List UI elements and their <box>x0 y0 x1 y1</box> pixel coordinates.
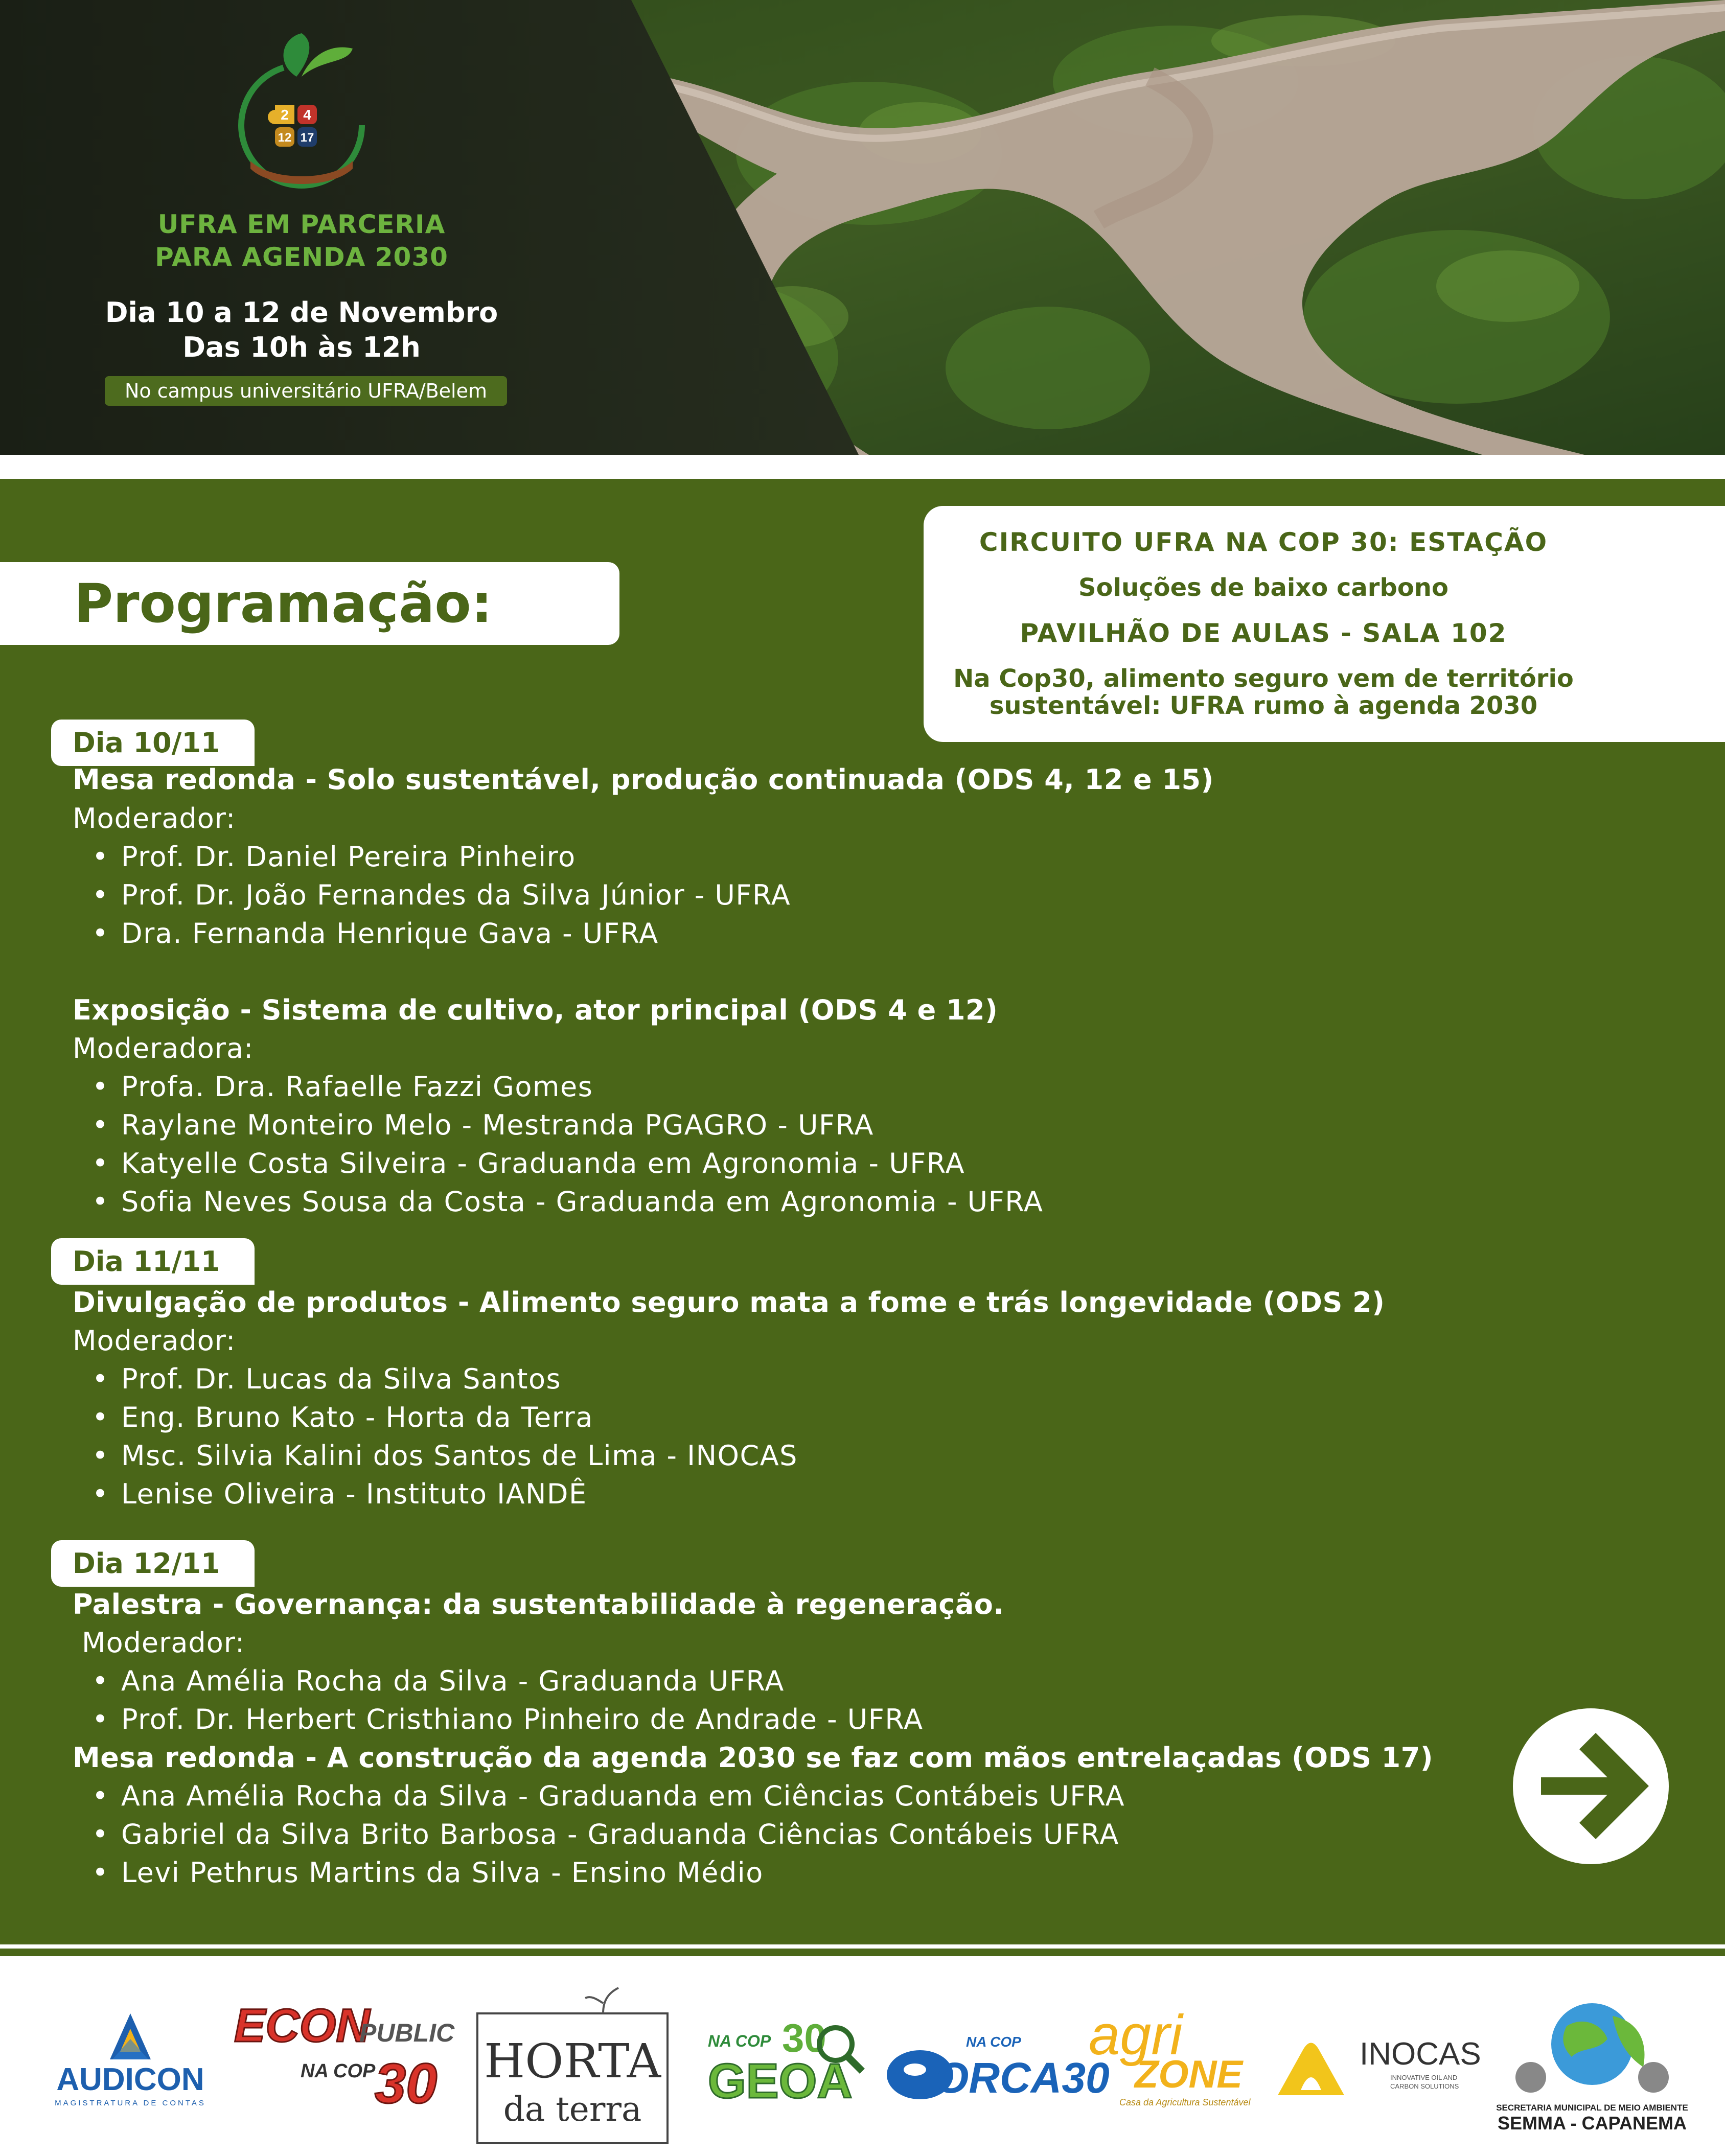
footer-separator <box>0 1949 1725 1956</box>
ufra-agenda-2030-logo <box>230 28 373 192</box>
inocas-tag1: INNOVATIVE OIL AND <box>1390 2074 1458 2081</box>
circuit-theme-line2: sustentável: UFRA rumo à agenda 2030 <box>989 691 1538 720</box>
econpublic-logo <box>229 1993 469 2116</box>
list-item: • Ana Amélia Rocha da Silva - Graduanda em Ciências Contábeis UFRA <box>92 1780 1125 1812</box>
list-item: • Profa. Dra. Rafaelle Fazzi Gomes <box>92 1071 593 1103</box>
orca30-logo <box>884 2031 1110 2103</box>
semma-line2: SEMMA - CAPANEMA <box>1498 2113 1687 2134</box>
geoa-name: GEOA <box>708 2054 853 2108</box>
next-page-button[interactable] <box>1513 1708 1669 1864</box>
list-item: • Raylane Monteiro Melo - Mestranda PGAGRO - UFRA <box>92 1109 874 1141</box>
inocas-tag2: CARBON SOLUTIONS <box>1390 2082 1459 2090</box>
list-item: • Prof. Dr. João Fernandes da Silva Júnior - UFRA <box>92 879 791 911</box>
session-title: Mesa redonda - A construção da agenda 2030 se faz com mãos entrelaçadas (ODS 17) <box>73 1742 1434 1774</box>
geoa-na-cop: NA COP <box>708 2032 771 2050</box>
horta-word: HORTA <box>484 2034 661 2089</box>
programacao-title: Programação: <box>74 572 493 635</box>
session-title: Palestra - Governança: da sustentabilidade à regeneração. <box>73 1588 1004 1620</box>
list-item: • Prof. Dr. Daniel Pereira Pinheiro <box>92 841 576 873</box>
header-banner <box>0 0 1725 455</box>
logo-num-12: 12 <box>278 131 292 145</box>
public-word: PUBLIC <box>359 2019 455 2047</box>
circuit-theme-line1: Na Cop30, alimento seguro vem de território <box>953 664 1574 693</box>
logo-num-2: 2 <box>281 107 289 123</box>
moderator-label: Moderador: <box>73 1325 236 1357</box>
agri-word: agri <box>1089 2004 1183 2067</box>
agrizone-logo <box>1089 2004 1252 2113</box>
list-item: • Gabriel da Silva Brito Barbosa - Graduanda Ciências Contábeis UFRA <box>92 1818 1119 1850</box>
event-time: Das 10h às 12h <box>182 331 421 363</box>
list-item: • Sofia Neves Sousa da Costa - Graduanda em Agronomia - UFRA <box>92 1186 1043 1218</box>
horta-da-terra-logo <box>475 1983 670 2145</box>
da-terra-word: da terra <box>503 2090 642 2129</box>
audicon-logo <box>36 2008 225 2111</box>
location-badge: No campus universitário UFRA/Belem <box>105 376 507 406</box>
list-item: • Prof. Dr. Lucas da Silva Santos <box>92 1363 561 1395</box>
day-label-3: Dia 12/11 <box>73 1547 220 1580</box>
event-title-line1: UFRA EM PARCERIA <box>157 210 446 239</box>
inocas-logo <box>1273 2029 1481 2105</box>
list-item: • Dra. Fernanda Henrique Gava - UFRA <box>92 917 659 949</box>
day-label-2: Dia 11/11 <box>73 1245 220 1278</box>
list-item: • Prof. Dr. Herbert Cristhiano Pinheiro de Andrade - UFRA <box>92 1703 924 1735</box>
list-item: • Eng. Bruno Kato - Horta da Terra <box>92 1401 593 1433</box>
agri-tagline: Casa da Agricultura Sustentável <box>1119 2097 1251 2107</box>
na-cop-text: NA COP <box>301 2060 376 2082</box>
inocas-name: INOCAS <box>1360 2036 1481 2072</box>
semma-line1: SECRETARIA MUNICIPAL DE MEIO AMBIENTE <box>1496 2103 1688 2113</box>
logo-num-4: 4 <box>303 107 311 123</box>
zone-word: ZONE <box>1135 2053 1243 2096</box>
list-item: • Katyelle Costa Silveira - Graduanda em Agronomia - UFRA <box>92 1147 965 1179</box>
event-date: Dia 10 a 12 de Novembro <box>105 296 498 329</box>
orca-name: ORCA30 <box>935 2054 1110 2102</box>
audicon-tagline: MAGISTRATURA DE CONTAS <box>55 2099 206 2107</box>
orca-na-cop: NA COP <box>966 2034 1021 2050</box>
day-label-1: Dia 10/11 <box>73 727 220 759</box>
econ-word: ECON <box>234 2000 370 2052</box>
audicon-name: AUDICON <box>56 2062 204 2097</box>
session-title: Divulgação de produtos - Alimento seguro mata a fome e trás longevidade (ODS 2) <box>73 1286 1385 1318</box>
arrow-right-icon <box>1513 1708 1669 1864</box>
list-item: • Levi Pethrus Martins da Silva - Ensino Médio <box>92 1857 764 1889</box>
logo-num-17: 17 <box>300 131 314 145</box>
geoa-30: 30 <box>782 2015 826 2060</box>
circuit-room: PAVILHÃO DE AULAS - SALA 102 <box>1020 618 1507 648</box>
list-item: • Lenise Oliveira - Instituto IANDÊ <box>92 1478 587 1510</box>
session-title: Exposição - Sistema de cultivo, ator principal (ODS 4 e 12) <box>73 994 998 1026</box>
list-item: • Msc. Silvia Kalini dos Santos de Lima - INOCAS <box>92 1440 798 1472</box>
session-title: Mesa redonda - Solo sustentável, produção continuada (ODS 4, 12 e 15) <box>73 763 1214 796</box>
econ-30: 30 <box>375 2052 438 2115</box>
semma-capanema-logo <box>1495 1996 1689 2134</box>
event-title-line2: PARA AGENDA 2030 <box>155 242 448 272</box>
moderator-label: Moderador: <box>82 1627 245 1659</box>
moderator-label: Moderador: <box>73 802 236 834</box>
list-item: • Ana Amélia Rocha da Silva - Graduanda UFRA <box>92 1665 785 1697</box>
circuit-subtitle: Soluções de baixo carbono <box>1078 573 1448 602</box>
moderator-label: Moderadora: <box>73 1032 254 1064</box>
circuit-title: CIRCUITO UFRA NA COP 30: ESTAÇÃO <box>979 527 1548 557</box>
geoa-logo <box>698 2016 871 2108</box>
